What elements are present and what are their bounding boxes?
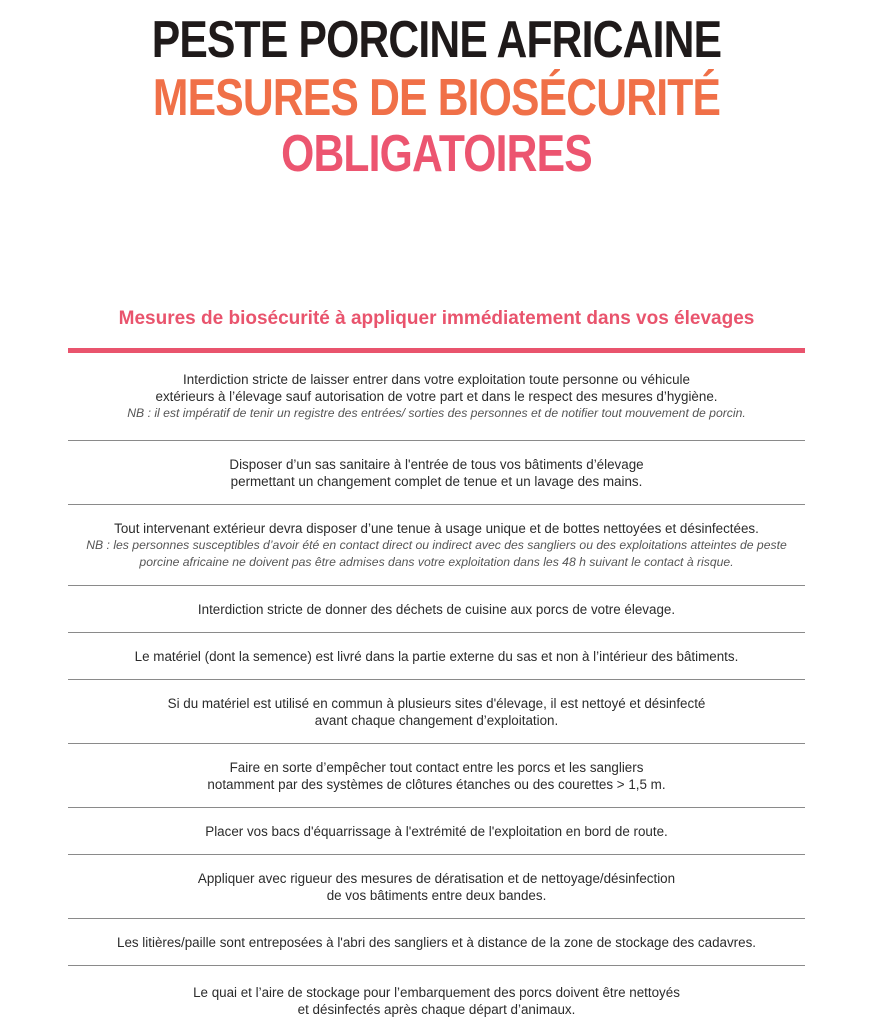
measure-text: permettant un changement complet de tenue et un lavage des mains. — [230, 473, 643, 489]
measure-text: Interdiction stricte de donner des déchets de cuisine aux porcs de votre élevage. — [197, 601, 676, 617]
measure-note: NB : les personnes susceptibles d’avoir été en contact direct ou indirect avec des sangliers ou des exploitations atteintes de peste — [86, 537, 787, 552]
measure-row — [68, 441, 805, 505]
measure-row — [68, 586, 805, 633]
measure-row — [68, 966, 805, 1036]
measure-row — [68, 808, 805, 855]
measure-text: Le matériel (dont la semence) est livré dans la partie externe du sas et non à l’intérieur des bâtiments. — [134, 648, 739, 664]
measure-text: Disposer d’un sas sanitaire à l'entrée de tous vos bâtiments d’élevage — [229, 456, 644, 472]
title-line-3: OBLIGATOIRES — [281, 125, 592, 183]
measure-text: Tout intervenant extérieur devra disposer d’une tenue à usage unique et de bottes nettoyées et désinfectées. — [114, 520, 759, 536]
measure-text: Le quai et l’aire de stockage pour l’embarquement des porcs doivent être nettoyés — [193, 985, 680, 1000]
measure-row — [68, 919, 805, 966]
measure-text: Interdiction stricte de laisser entrer dans votre exploitation toute personne ou véhicule — [183, 372, 690, 387]
measure-text: de vos bâtiments entre deux bandes. — [326, 887, 547, 903]
measure-text: et désinfectés après chaque départ d’animaux. — [297, 1002, 576, 1017]
measure-text: Les litières/paille sont entreposées à l'abri des sangliers et à distance de la zone de stockage des cadavres. — [117, 934, 756, 950]
title-line-2: MESURES DE BIOSÉCURITÉ — [152, 69, 721, 127]
measure-text: avant chaque changement d’exploitation. — [314, 712, 559, 728]
measure-text: Appliquer avec rigueur des mesures de dératisation et de nettoyage/désinfection — [197, 870, 676, 886]
measure-row — [68, 680, 805, 744]
measure-text: Si du matériel est utilisé en commun à plusieurs sites d'élevage, il est nettoyé et désinfecté — [167, 695, 706, 711]
measure-row — [68, 633, 805, 680]
measure-row — [68, 353, 805, 441]
measure-note: porcine africaine ne doivent pas être admises dans votre exploitation dans les 48 h suivant le contact à risque. — [139, 554, 734, 569]
measure-row — [68, 505, 805, 586]
measure-text: extérieurs à l’élevage sauf autorisation de votre part et dans le respect des mesures d’hygiène. — [155, 389, 718, 404]
measure-note: NB : il est impératif de tenir un registre des entrées/ sorties des personnes et de notifier tout mouvement de porcin. — [127, 406, 746, 420]
measure-text: Placer vos bacs d'équarrissage à l'extrémité de l'exploitation en bord de route. — [205, 823, 668, 839]
measures-list — [68, 353, 805, 1036]
measure-row — [68, 855, 805, 919]
title-line-1: PESTE PORCINE AFRICAINE — [151, 11, 722, 69]
measure-text: notamment par des systèmes de clôtures étanches ou des courettes > 1,5 m. — [207, 776, 666, 792]
section-subtitle: Mesures de biosécurité à appliquer immédiatement dans vos élevages — [118, 308, 755, 329]
measure-row — [68, 744, 805, 808]
measure-text: Faire en sorte d’empêcher tout contact entre les porcs et les sangliers — [229, 759, 644, 775]
